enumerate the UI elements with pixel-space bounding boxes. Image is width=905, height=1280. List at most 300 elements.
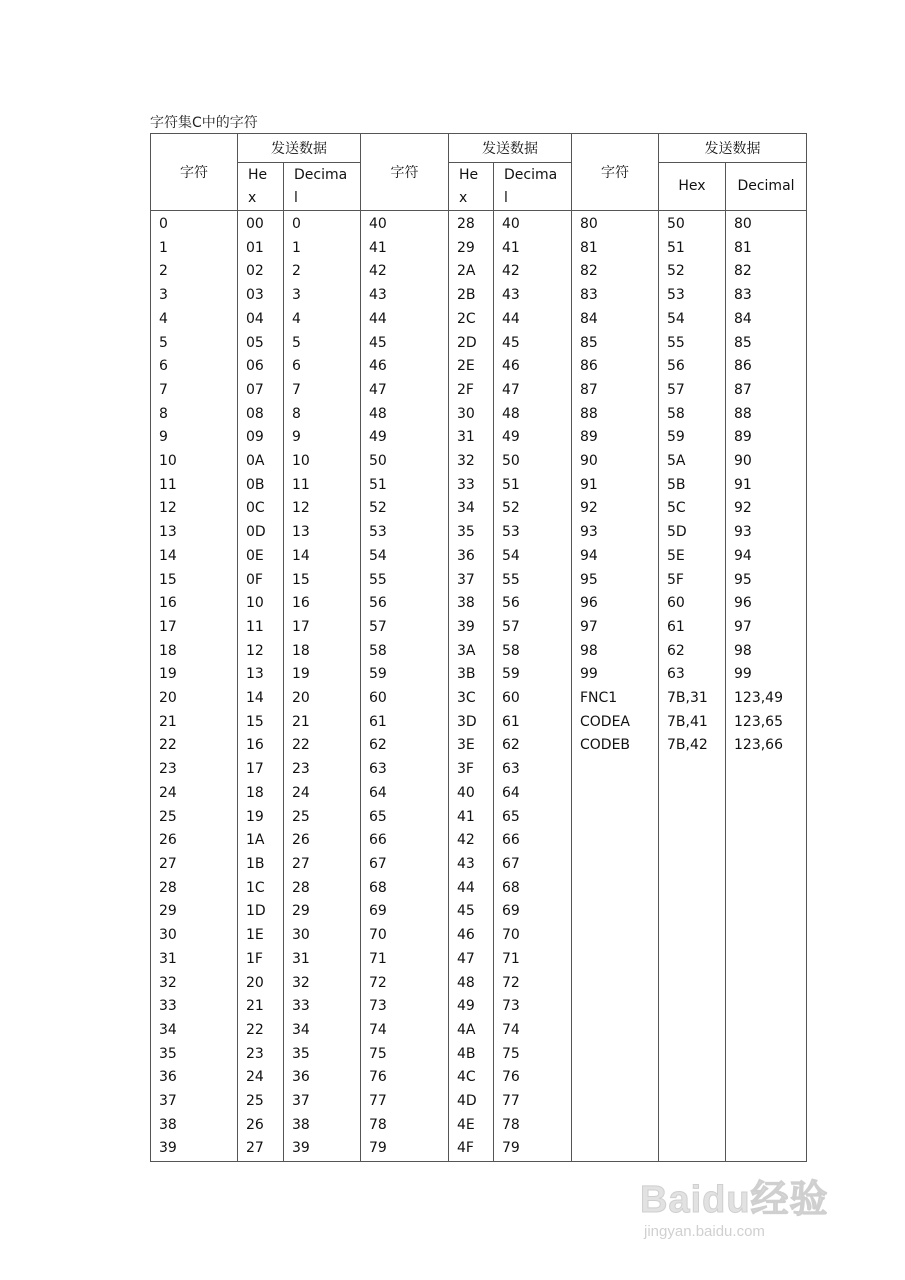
table-row <box>151 379 807 403</box>
col-header-send-3: 发送数据 <box>659 134 807 163</box>
cell-decimal-1: 38 <box>284 1114 361 1138</box>
cell-decimal-3: 123,65 <box>726 711 807 735</box>
cell-char-1: 37 <box>151 1090 238 1114</box>
cell-decimal-3: 99 <box>726 663 807 687</box>
cell-hex-3: 5C <box>659 497 726 521</box>
cell-decimal-2: 68 <box>494 877 572 901</box>
cell-char-2: 41 <box>361 237 449 261</box>
cell-char-2: 63 <box>361 758 449 782</box>
cell-char-1: 18 <box>151 640 238 664</box>
cell-char-2: 64 <box>361 782 449 806</box>
cell-char-1: 16 <box>151 592 238 616</box>
cell-hex-3: 54 <box>659 308 726 332</box>
cell-char-3: 95 <box>572 569 659 593</box>
cell-hex-1: 15 <box>238 711 284 735</box>
cell-char-1: 23 <box>151 758 238 782</box>
cell-decimal-3 <box>726 853 807 877</box>
cell-hex-2: 32 <box>449 450 494 474</box>
cell-hex-1: 0B <box>238 474 284 498</box>
cell-char-1: 8 <box>151 403 238 427</box>
cell-decimal-3 <box>726 1043 807 1067</box>
cell-hex-2: 45 <box>449 900 494 924</box>
cell-char-3 <box>572 1090 659 1114</box>
cell-char-3: 87 <box>572 379 659 403</box>
cell-hex-3 <box>659 1137 726 1161</box>
cell-decimal-2: 70 <box>494 924 572 948</box>
cell-hex-1: 00 <box>238 211 284 237</box>
cell-hex-2: 28 <box>449 211 494 237</box>
cell-hex-3: 61 <box>659 616 726 640</box>
cell-decimal-3 <box>726 1137 807 1161</box>
cell-hex-2: 2F <box>449 379 494 403</box>
cell-char-3: 88 <box>572 403 659 427</box>
cell-hex-3 <box>659 1043 726 1067</box>
cell-decimal-3: 80 <box>726 211 807 237</box>
cell-char-2: 78 <box>361 1114 449 1138</box>
table-row <box>151 1019 807 1043</box>
table-row <box>151 877 807 901</box>
cell-decimal-2: 75 <box>494 1043 572 1067</box>
cell-char-2: 48 <box>361 403 449 427</box>
cell-decimal-1: 7 <box>284 379 361 403</box>
cell-decimal-2: 59 <box>494 663 572 687</box>
cell-hex-3 <box>659 1090 726 1114</box>
cell-char-3 <box>572 782 659 806</box>
cell-decimal-1: 27 <box>284 853 361 877</box>
cell-char-2: 69 <box>361 900 449 924</box>
cell-char-2: 72 <box>361 972 449 996</box>
cell-hex-1: 0F <box>238 569 284 593</box>
cell-char-1: 25 <box>151 806 238 830</box>
cell-decimal-1: 29 <box>284 900 361 924</box>
cell-decimal-1: 13 <box>284 521 361 545</box>
cell-hex-1: 13 <box>238 663 284 687</box>
cell-hex-3 <box>659 829 726 853</box>
cell-hex-3: 5A <box>659 450 726 474</box>
cell-hex-1: 27 <box>238 1137 284 1161</box>
cell-decimal-1: 32 <box>284 972 361 996</box>
cell-decimal-2: 43 <box>494 284 572 308</box>
cell-hex-1: 1A <box>238 829 284 853</box>
cell-decimal-1: 9 <box>284 426 361 450</box>
table-row <box>151 426 807 450</box>
cell-char-1: 30 <box>151 924 238 948</box>
cell-char-2: 42 <box>361 260 449 284</box>
col-header-decimal-1: Decima l <box>284 163 361 211</box>
table-row <box>151 1090 807 1114</box>
table-row <box>151 237 807 261</box>
cell-decimal-1: 6 <box>284 355 361 379</box>
table-row <box>151 616 807 640</box>
cell-hex-2: 4D <box>449 1090 494 1114</box>
cell-char-2: 61 <box>361 711 449 735</box>
cell-hex-3: 57 <box>659 379 726 403</box>
cell-decimal-2: 51 <box>494 474 572 498</box>
cell-char-2: 55 <box>361 569 449 593</box>
cell-hex-3 <box>659 806 726 830</box>
cell-char-1: 22 <box>151 734 238 758</box>
cell-char-2: 58 <box>361 640 449 664</box>
cell-hex-2: 29 <box>449 237 494 261</box>
cell-hex-3: 50 <box>659 211 726 237</box>
cell-decimal-3: 88 <box>726 403 807 427</box>
cell-char-2: 52 <box>361 497 449 521</box>
cell-decimal-3: 123,49 <box>726 687 807 711</box>
table-row <box>151 497 807 521</box>
cell-char-2: 51 <box>361 474 449 498</box>
cell-decimal-3: 96 <box>726 592 807 616</box>
cell-decimal-2: 66 <box>494 829 572 853</box>
cell-hex-1: 1E <box>238 924 284 948</box>
cell-decimal-2: 49 <box>494 426 572 450</box>
cell-decimal-2: 42 <box>494 260 572 284</box>
cell-hex-2: 34 <box>449 497 494 521</box>
col-header-char-2: 字符 <box>361 134 449 211</box>
cell-char-3: CODEB <box>572 734 659 758</box>
cell-decimal-3: 87 <box>726 379 807 403</box>
cell-decimal-2: 76 <box>494 1066 572 1090</box>
cell-hex-2: 2E <box>449 355 494 379</box>
table-row <box>151 972 807 996</box>
table-row <box>151 995 807 1019</box>
cell-decimal-2: 55 <box>494 569 572 593</box>
table-row <box>151 284 807 308</box>
cell-char-1: 17 <box>151 616 238 640</box>
table-row <box>151 900 807 924</box>
cell-hex-3: 63 <box>659 663 726 687</box>
cell-decimal-2: 46 <box>494 355 572 379</box>
cell-decimal-1: 19 <box>284 663 361 687</box>
cell-decimal-1: 22 <box>284 734 361 758</box>
cell-hex-2: 3F <box>449 758 494 782</box>
cell-hex-3 <box>659 995 726 1019</box>
cell-char-2: 54 <box>361 545 449 569</box>
col-header-send-2: 发送数据 <box>449 134 572 163</box>
cell-char-3: 83 <box>572 284 659 308</box>
cell-char-3 <box>572 995 659 1019</box>
cell-decimal-2: 77 <box>494 1090 572 1114</box>
cell-char-1: 1 <box>151 237 238 261</box>
baidu-jingyan-watermark <box>640 1168 829 1240</box>
cell-char-1: 2 <box>151 260 238 284</box>
cell-hex-1: 21 <box>238 995 284 1019</box>
cell-hex-2: 38 <box>449 592 494 616</box>
cell-hex-2: 4A <box>449 1019 494 1043</box>
cell-char-3 <box>572 924 659 948</box>
cell-hex-2: 36 <box>449 545 494 569</box>
cell-hex-1: 20 <box>238 972 284 996</box>
cell-decimal-2: 72 <box>494 972 572 996</box>
cell-decimal-1: 35 <box>284 1043 361 1067</box>
cell-decimal-3: 98 <box>726 640 807 664</box>
cell-hex-2: 40 <box>449 782 494 806</box>
cell-decimal-2: 62 <box>494 734 572 758</box>
cell-hex-3 <box>659 758 726 782</box>
cell-char-3: 93 <box>572 521 659 545</box>
cell-hex-2: 48 <box>449 972 494 996</box>
cell-hex-2: 44 <box>449 877 494 901</box>
cell-char-2: 79 <box>361 1137 449 1161</box>
cell-char-2: 59 <box>361 663 449 687</box>
cell-decimal-3: 91 <box>726 474 807 498</box>
cell-char-2: 71 <box>361 948 449 972</box>
cell-decimal-3: 92 <box>726 497 807 521</box>
cell-decimal-1: 18 <box>284 640 361 664</box>
cell-char-2: 60 <box>361 687 449 711</box>
cell-decimal-3: 85 <box>726 332 807 356</box>
cell-decimal-3: 90 <box>726 450 807 474</box>
cell-char-1: 3 <box>151 284 238 308</box>
cell-decimal-1: 21 <box>284 711 361 735</box>
cell-decimal-1: 31 <box>284 948 361 972</box>
cell-char-1: 26 <box>151 829 238 853</box>
cell-hex-1: 0C <box>238 497 284 521</box>
cell-char-3 <box>572 806 659 830</box>
cell-hex-2: 3B <box>449 663 494 687</box>
cell-decimal-1: 3 <box>284 284 361 308</box>
cell-char-3 <box>572 1114 659 1138</box>
cell-hex-3: 62 <box>659 640 726 664</box>
cell-decimal-2: 60 <box>494 687 572 711</box>
cell-char-2: 76 <box>361 1066 449 1090</box>
cell-hex-1: 0A <box>238 450 284 474</box>
cell-char-2: 68 <box>361 877 449 901</box>
cell-decimal-2: 58 <box>494 640 572 664</box>
cell-char-1: 7 <box>151 379 238 403</box>
cell-decimal-1: 34 <box>284 1019 361 1043</box>
cell-hex-3: 51 <box>659 237 726 261</box>
cell-char-3 <box>572 853 659 877</box>
cell-hex-2: 41 <box>449 806 494 830</box>
table-row <box>151 308 807 332</box>
cell-hex-2: 30 <box>449 403 494 427</box>
col-header-hex-3: Hex <box>659 163 726 211</box>
cell-char-3: 90 <box>572 450 659 474</box>
cell-char-3: CODEA <box>572 711 659 735</box>
cell-decimal-2: 61 <box>494 711 572 735</box>
cell-char-2: 53 <box>361 521 449 545</box>
cell-hex-2: 4C <box>449 1066 494 1090</box>
cell-hex-3 <box>659 853 726 877</box>
cell-hex-3 <box>659 972 726 996</box>
cell-decimal-1: 12 <box>284 497 361 521</box>
cell-char-2: 73 <box>361 995 449 1019</box>
cell-hex-2: 46 <box>449 924 494 948</box>
table-row <box>151 545 807 569</box>
cell-decimal-3: 81 <box>726 237 807 261</box>
col-header-hex-2: He x <box>449 163 494 211</box>
cell-hex-2: 49 <box>449 995 494 1019</box>
cell-hex-3 <box>659 1019 726 1043</box>
cell-decimal-3 <box>726 1114 807 1138</box>
cell-char-3: FNC1 <box>572 687 659 711</box>
cell-decimal-2: 41 <box>494 237 572 261</box>
cell-decimal-1: 1 <box>284 237 361 261</box>
cell-decimal-2: 67 <box>494 853 572 877</box>
cell-char-1: 12 <box>151 497 238 521</box>
cell-decimal-3 <box>726 972 807 996</box>
cell-decimal-2: 69 <box>494 900 572 924</box>
cell-hex-3 <box>659 1066 726 1090</box>
cell-char-2: 45 <box>361 332 449 356</box>
cell-hex-1: 1B <box>238 853 284 877</box>
cell-char-3: 86 <box>572 355 659 379</box>
cell-char-2: 57 <box>361 616 449 640</box>
table-caption: 字符集C中的字符 <box>150 115 258 131</box>
cell-char-3: 96 <box>572 592 659 616</box>
cell-char-1: 0 <box>151 211 238 237</box>
cell-char-1: 11 <box>151 474 238 498</box>
cell-decimal-1: 26 <box>284 829 361 853</box>
cell-hex-1: 01 <box>238 237 284 261</box>
cell-hex-2: 2D <box>449 332 494 356</box>
cell-char-2: 65 <box>361 806 449 830</box>
table-row <box>151 924 807 948</box>
cell-hex-1: 14 <box>238 687 284 711</box>
cell-hex-2: 39 <box>449 616 494 640</box>
table-row <box>151 1114 807 1138</box>
cell-decimal-2: 56 <box>494 592 572 616</box>
cell-decimal-3: 89 <box>726 426 807 450</box>
cell-decimal-2: 48 <box>494 403 572 427</box>
cell-decimal-1: 8 <box>284 403 361 427</box>
cell-char-3 <box>572 877 659 901</box>
watermark-url: jingyan.baidu.com <box>644 1223 765 1240</box>
cell-decimal-2: 53 <box>494 521 572 545</box>
cell-decimal-3: 82 <box>726 260 807 284</box>
cell-hex-2: 33 <box>449 474 494 498</box>
cell-decimal-3 <box>726 1090 807 1114</box>
cell-char-2: 74 <box>361 1019 449 1043</box>
cell-hex-3 <box>659 782 726 806</box>
col-header-decimal-2: Decima l <box>494 163 572 211</box>
cell-decimal-2: 64 <box>494 782 572 806</box>
cell-hex-1: 1D <box>238 900 284 924</box>
cell-decimal-1: 11 <box>284 474 361 498</box>
cell-decimal-2: 71 <box>494 948 572 972</box>
cell-decimal-3: 93 <box>726 521 807 545</box>
cell-char-1: 35 <box>151 1043 238 1067</box>
cell-char-2: 47 <box>361 379 449 403</box>
cell-char-2: 43 <box>361 284 449 308</box>
cell-hex-3: 58 <box>659 403 726 427</box>
cell-hex-2: 4F <box>449 1137 494 1161</box>
cell-char-1: 38 <box>151 1114 238 1138</box>
cell-char-1: 6 <box>151 355 238 379</box>
cell-decimal-3 <box>726 758 807 782</box>
col-header-send-1: 发送数据 <box>238 134 361 163</box>
table-row <box>151 569 807 593</box>
cell-hex-3 <box>659 1114 726 1138</box>
cell-char-2: 62 <box>361 734 449 758</box>
cell-hex-1: 04 <box>238 308 284 332</box>
cell-char-2: 56 <box>361 592 449 616</box>
cell-decimal-2: 65 <box>494 806 572 830</box>
cell-hex-1: 05 <box>238 332 284 356</box>
cell-decimal-1: 28 <box>284 877 361 901</box>
col-header-decimal-3: Decimal <box>726 163 807 211</box>
cell-decimal-3 <box>726 924 807 948</box>
cell-decimal-3: 97 <box>726 616 807 640</box>
cell-hex-1: 02 <box>238 260 284 284</box>
cell-decimal-1: 25 <box>284 806 361 830</box>
cell-decimal-2: 52 <box>494 497 572 521</box>
charset-c-table <box>150 133 807 1162</box>
table-row <box>151 687 807 711</box>
table-row <box>151 1066 807 1090</box>
cell-decimal-3 <box>726 1066 807 1090</box>
cell-hex-1: 03 <box>238 284 284 308</box>
cell-char-1: 36 <box>151 1066 238 1090</box>
col-header-hex-1: He x <box>238 163 284 211</box>
table-row <box>151 782 807 806</box>
cell-char-3: 82 <box>572 260 659 284</box>
cell-char-3 <box>572 948 659 972</box>
cell-hex-3: 5F <box>659 569 726 593</box>
cell-decimal-3 <box>726 1019 807 1043</box>
cell-hex-1: 17 <box>238 758 284 782</box>
cell-hex-3: 5B <box>659 474 726 498</box>
cell-decimal-1: 37 <box>284 1090 361 1114</box>
cell-char-2: 67 <box>361 853 449 877</box>
cell-hex-2: 43 <box>449 853 494 877</box>
cell-decimal-2: 63 <box>494 758 572 782</box>
cell-hex-2: 37 <box>449 569 494 593</box>
cell-hex-1: 11 <box>238 616 284 640</box>
cell-char-3: 84 <box>572 308 659 332</box>
cell-char-1: 13 <box>151 521 238 545</box>
cell-char-3: 91 <box>572 474 659 498</box>
cell-char-2: 70 <box>361 924 449 948</box>
cell-char-2: 46 <box>361 355 449 379</box>
cell-char-3: 80 <box>572 211 659 237</box>
table-row <box>151 450 807 474</box>
cell-decimal-1: 39 <box>284 1137 361 1161</box>
cell-char-3 <box>572 1019 659 1043</box>
cell-decimal-1: 4 <box>284 308 361 332</box>
cell-hex-1: 22 <box>238 1019 284 1043</box>
cell-decimal-2: 57 <box>494 616 572 640</box>
cell-char-2: 49 <box>361 426 449 450</box>
cell-decimal-3: 123,66 <box>726 734 807 758</box>
cell-hex-2: 31 <box>449 426 494 450</box>
cell-decimal-3: 86 <box>726 355 807 379</box>
cell-char-3: 98 <box>572 640 659 664</box>
cell-decimal-3 <box>726 782 807 806</box>
cell-hex-1: 08 <box>238 403 284 427</box>
cell-hex-1: 1F <box>238 948 284 972</box>
cell-decimal-1: 5 <box>284 332 361 356</box>
cell-hex-3: 5D <box>659 521 726 545</box>
table-body <box>151 211 807 1162</box>
cell-hex-2: 2A <box>449 260 494 284</box>
cell-char-3: 94 <box>572 545 659 569</box>
cell-decimal-2: 50 <box>494 450 572 474</box>
cell-decimal-2: 40 <box>494 211 572 237</box>
table-row <box>151 948 807 972</box>
table-row <box>151 829 807 853</box>
cell-hex-2: 35 <box>449 521 494 545</box>
cell-char-2: 77 <box>361 1090 449 1114</box>
cell-hex-3: 7B,41 <box>659 711 726 735</box>
table-row <box>151 640 807 664</box>
cell-hex-1: 09 <box>238 426 284 450</box>
cell-hex-2: 3C <box>449 687 494 711</box>
cell-hex-2: 3A <box>449 640 494 664</box>
cell-decimal-1: 23 <box>284 758 361 782</box>
cell-decimal-1: 10 <box>284 450 361 474</box>
cell-char-3 <box>572 1066 659 1090</box>
